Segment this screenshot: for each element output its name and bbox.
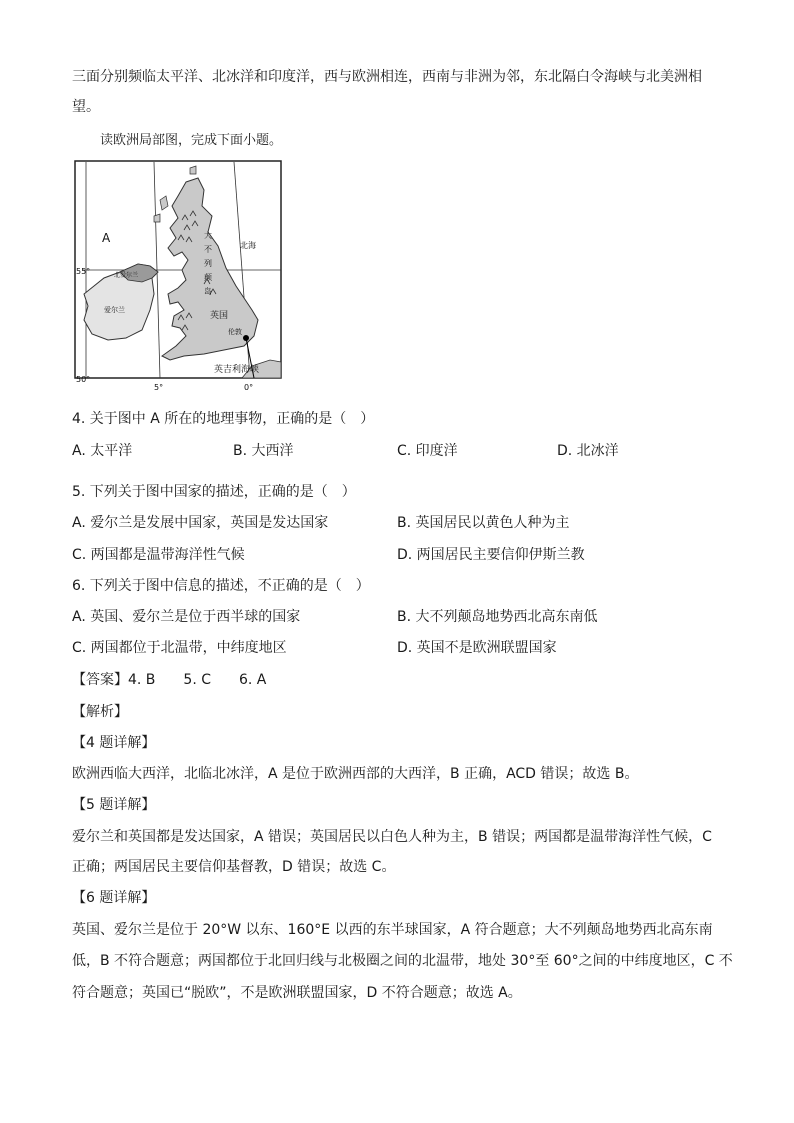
q4-option-c: C. 印度洋 — [397, 443, 458, 459]
detail6-line-2: 低，B 不符合题意；两国都位于北回归线与北极圈之间的北温带，地处 30°至 60°之间的中纬度地区，C 不 — [72, 953, 733, 969]
detail5-label: 【5 题详解】 — [72, 797, 156, 813]
intro-line-2: 望。 — [72, 99, 100, 115]
detail6-label: 【6 题详解】 — [72, 890, 156, 906]
q5-option-c: C. 两国都是温带海洋性气候 — [72, 547, 245, 563]
q5-option-a: A. 爱尔兰是发展中国家，英国是发达国家 — [72, 515, 329, 531]
label-lat-50: 50° — [76, 375, 91, 384]
detail6-line-3: 符合题意；英国已“脱欧”，不是欧洲联盟国家，D 不符合题意；故选 A。 — [72, 985, 522, 1001]
instruction: 读欧洲局部图，完成下面小题。 — [100, 133, 283, 148]
svg-text:岛: 岛 — [204, 287, 212, 296]
q6-option-c: C. 两国都位于北温带，中纬度地区 — [72, 640, 287, 656]
label-english-channel: 英吉利海峡 — [214, 365, 260, 375]
q5-stem: 5. 下列关于图中国家的描述，正确的是（ ） — [72, 484, 356, 500]
label-lon-5: 5° — [154, 383, 164, 392]
q6-option-a: A. 英国、爱尔兰是位于西半球的国家 — [72, 609, 301, 625]
q4-stem: 4. 关于图中 A 所在的地理事物，正确的是（ ） — [72, 411, 375, 427]
detail5-line-1: 爱尔兰和英国都是发达国家，A 错误；英国居民以白色人种为主，B 错误；两国都是温带海洋性气候，C — [72, 829, 712, 845]
label-london: 伦敦 — [228, 328, 242, 336]
svg-text:不: 不 — [204, 245, 212, 254]
svg-text:颠: 颠 — [204, 273, 212, 282]
answer-row — [72, 670, 266, 690]
label-ireland: 爱尔兰 — [104, 306, 125, 314]
label-lat-55: 55° — [76, 267, 91, 276]
europe-map — [74, 160, 282, 398]
q4-option-d: D. 北冰洋 — [557, 443, 619, 459]
answer-text: 4. B 5. C 6. A — [128, 672, 267, 688]
q4-option-b: B. 大西洋 — [233, 443, 294, 459]
q6-option-d: D. 英国不是欧洲联盟国家 — [397, 640, 557, 656]
label-north-sea: 北海 — [240, 241, 256, 250]
label-A: A — [102, 231, 111, 245]
detail4-text: 欧洲西临大西洋，北临北冰洋，A 是位于欧洲西部的大西洋，B 正确，ACD 错误；故选 B。 — [72, 766, 639, 782]
detail6-line-1: 英国、爱尔兰是位于 20°W 以东、160°E 以西的东半球国家，A 符合题意；大不列颠岛地势西北高东南 — [72, 922, 713, 938]
label-northern-ireland: 北爱尔兰 — [114, 272, 139, 279]
svg-text:列: 列 — [204, 259, 212, 268]
svg-text:大: 大 — [204, 231, 212, 240]
label-lon-0: 0° — [244, 383, 254, 392]
q5-option-d: D. 两国居民主要信仰伊斯兰教 — [397, 547, 585, 563]
detail5-line-2: 正确；两国居民主要信仰基督教，D 错误；故选 C。 — [72, 859, 396, 875]
answer-label: 【答案】 — [72, 672, 128, 688]
q6-stem: 6. 下列关于图中信息的描述，不正确的是（ ） — [72, 578, 370, 594]
label-great-britain — [204, 230, 213, 296]
label-uk: 英国 — [210, 311, 229, 321]
q6-option-b: B. 大不列颠岛地势西北高东南低 — [397, 609, 598, 625]
intro-line-1: 三面分别频临太平洋、北冰洋和印度洋，西与欧洲相连，西南与非洲为邻，东北隔白令海峡与北美洲相 — [72, 69, 702, 85]
q5-option-b: B. 英国居民以黄色人种为主 — [397, 515, 570, 531]
analysis-label: 【解析】 — [72, 704, 128, 720]
detail4-label: 【4 题详解】 — [72, 735, 156, 751]
q4-option-a: A. 太平洋 — [72, 443, 133, 459]
